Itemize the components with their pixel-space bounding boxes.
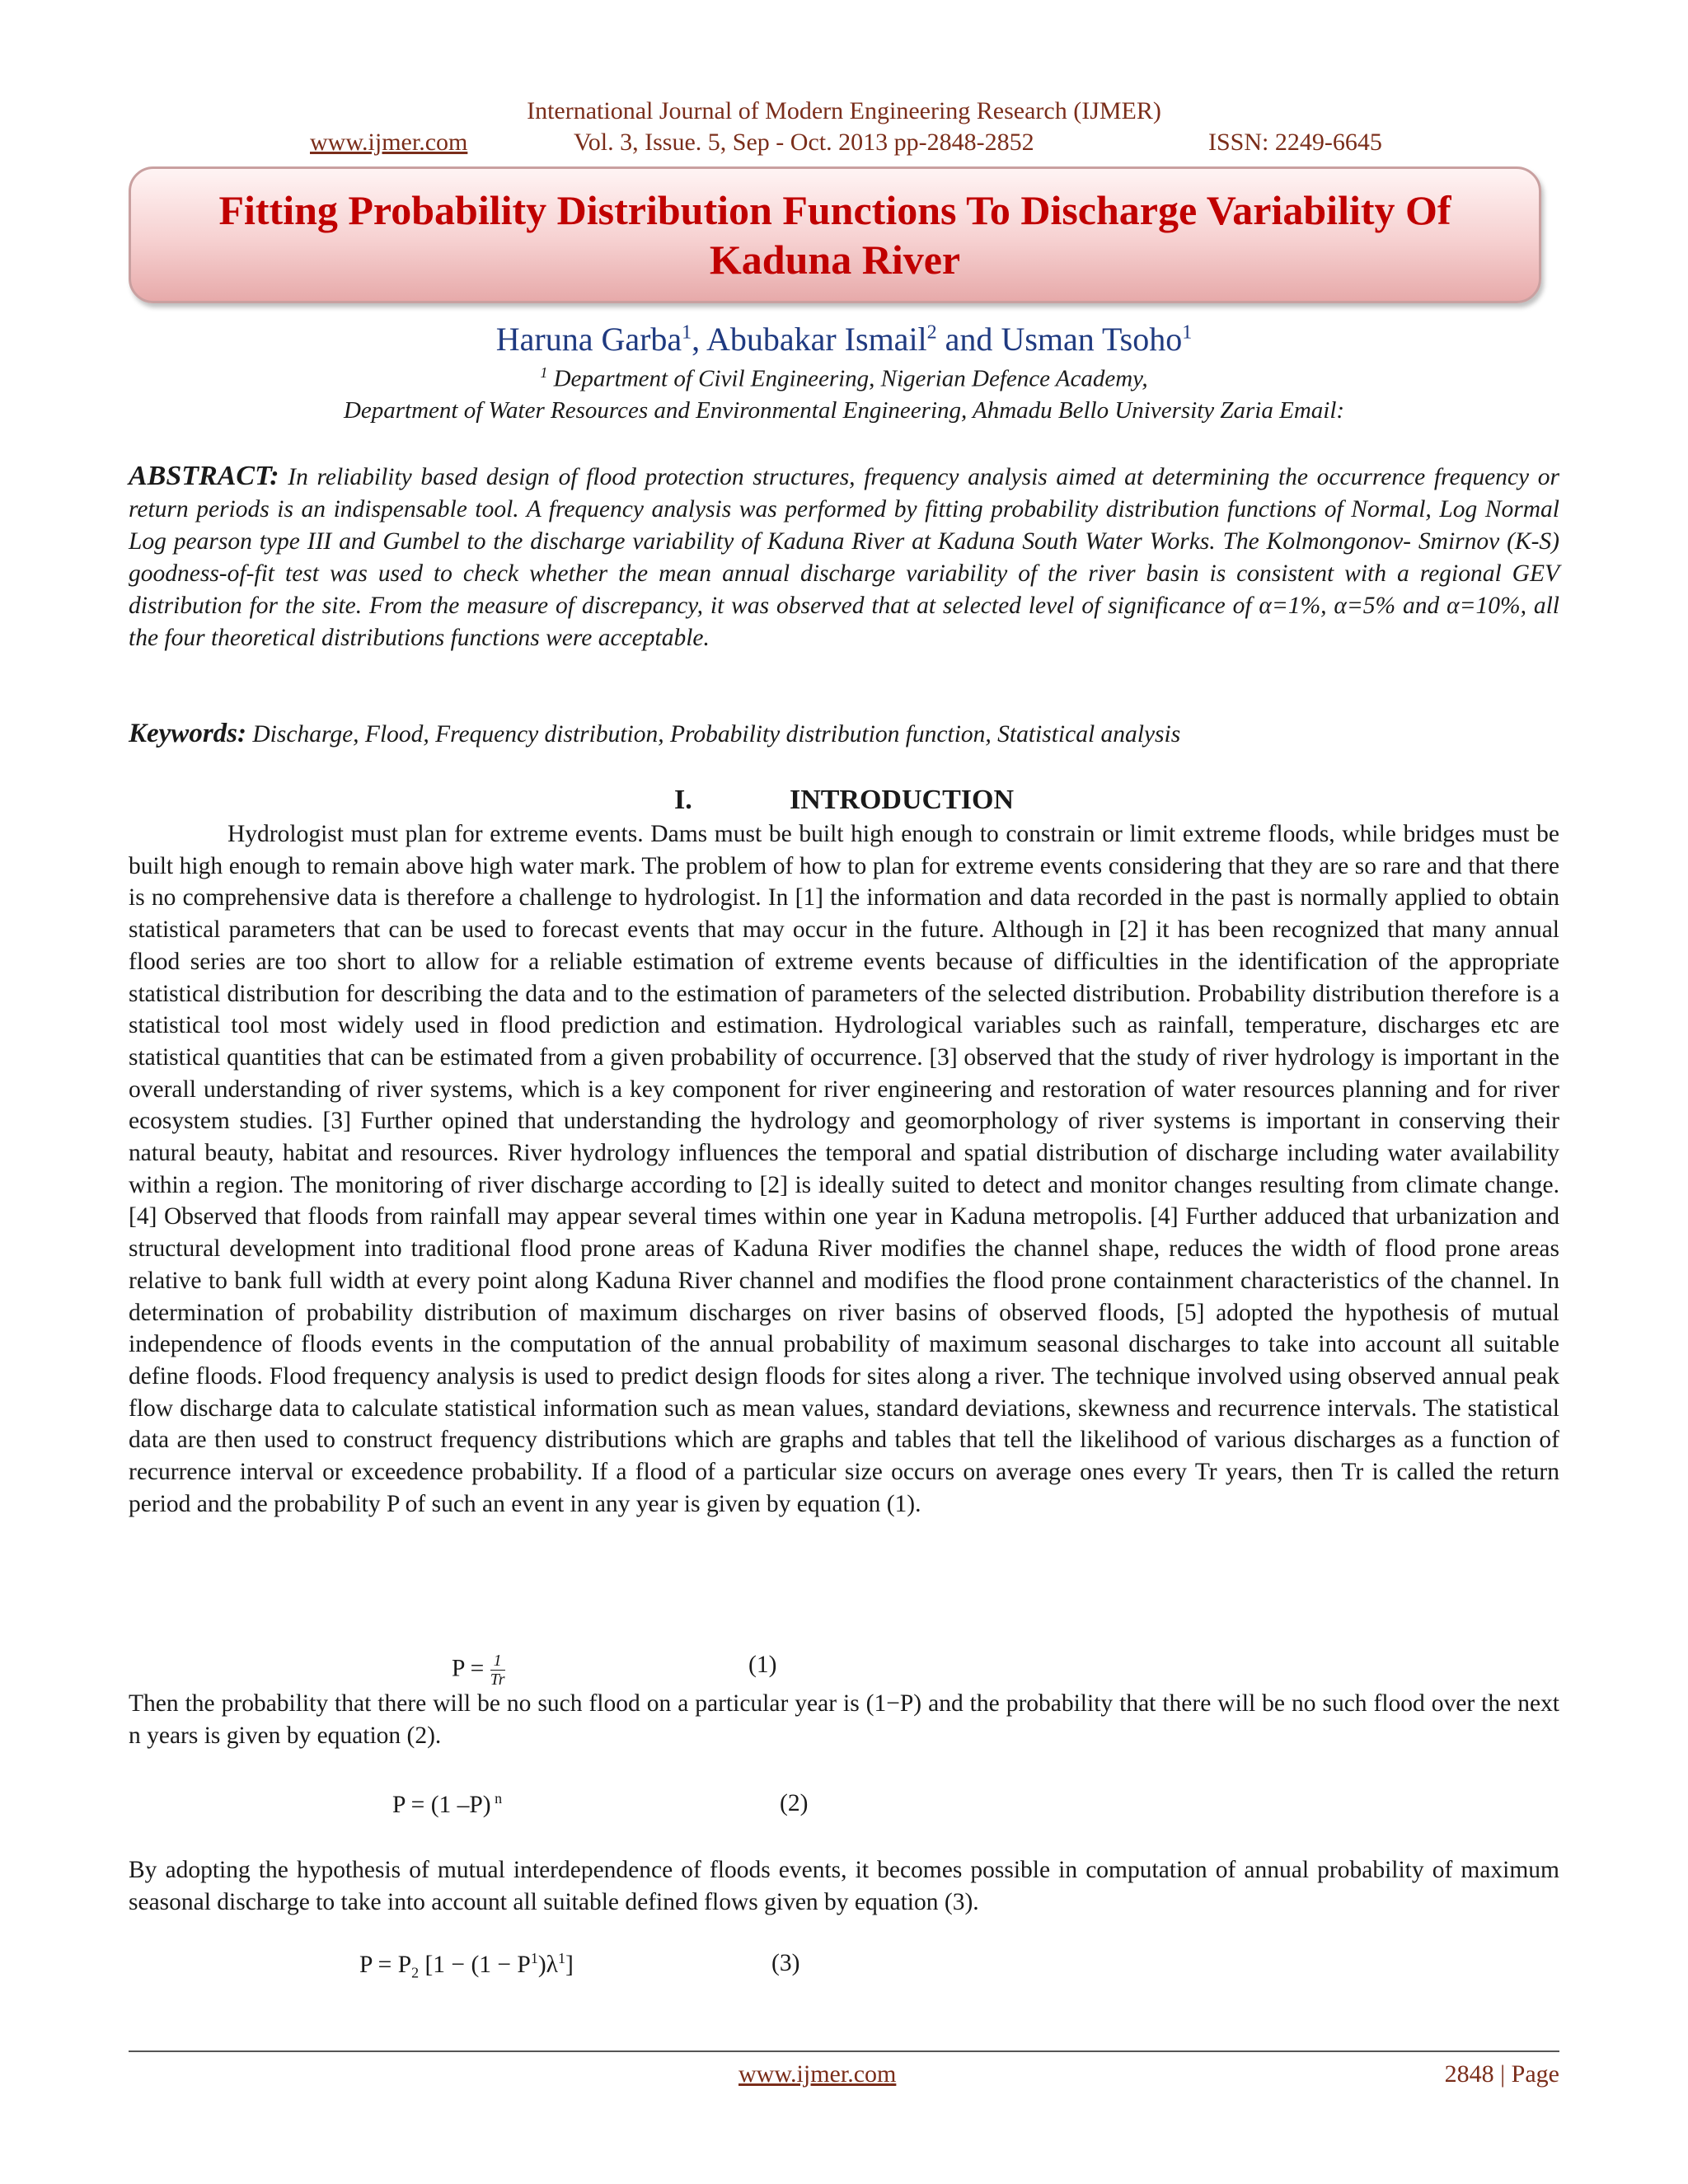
- author-name: Haruna Garba: [495, 321, 682, 358]
- author-separator: ,: [692, 321, 706, 358]
- eq3-part-a: P = P: [359, 1951, 412, 1978]
- eq3-superscript-1: 1: [530, 1950, 538, 1966]
- abstract-label: ABSTRACT:: [129, 461, 279, 491]
- keywords-label: Keywords:: [129, 719, 246, 748]
- volume-info: Vol. 3, Issue. 5, Sep - Oct. 2013 pp-2848-2852: [574, 129, 1034, 156]
- affiliation-2: Department of Water Resources and Environmental Engineering, Ahmadu Bello University Zaria Email:: [343, 397, 1345, 424]
- author-list: [129, 320, 1559, 359]
- paper-page: [129, 0, 1559, 2184]
- section-number: I.: [673, 785, 692, 815]
- eq1-fraction: [490, 1652, 505, 1689]
- author-affil-mark: 2: [926, 321, 937, 344]
- issn: ISSN: 2249-6645: [1208, 129, 1382, 156]
- equation-3: [359, 1950, 800, 1982]
- eq3-part-d: ]: [565, 1951, 574, 1978]
- keywords-text: Discharge, Flood, Frequency distribution, Probability distribution function, Statistical analysis: [252, 721, 1181, 748]
- equation-2: [392, 1790, 809, 1819]
- affil-mark: 1: [540, 364, 548, 381]
- author-affil-mark: 1: [1182, 321, 1193, 344]
- eq1-denominator: Tr: [490, 1671, 505, 1689]
- footer-divider: [129, 2050, 1559, 2052]
- eq1-number: (1): [748, 1652, 777, 1678]
- eq3-superscript-2: 1: [557, 1950, 565, 1966]
- affiliation-1: [129, 364, 1559, 393]
- eq2-number: (2): [780, 1790, 809, 1816]
- paragraph-after-eq2: By adopting the hypothesis of mutual interdependence of floods events, it becomes possible in computation of annual probability of maximum seasonal discharge to take into account all suitable defined flows given by equation (3).: [129, 1857, 1559, 1915]
- footer-url-link[interactable]: www.ijmer.com: [738, 2060, 897, 2088]
- eq2-exponent: n: [490, 1790, 503, 1807]
- eq2-body: P = (1 –P): [392, 1791, 491, 1818]
- eq3-part-b: [1 − (1 − P: [419, 1951, 531, 1978]
- eq3-subscript: 2: [411, 1964, 420, 1981]
- title-banner: [129, 166, 1541, 303]
- journal-meta: [129, 129, 1559, 162]
- author-name: Abubakar Ismail: [706, 321, 927, 358]
- section-heading: [129, 785, 1559, 816]
- author-affil-mark: 1: [682, 321, 692, 344]
- page-footer: [129, 2060, 1559, 2093]
- eq3-number: (3): [771, 1950, 800, 1976]
- abstract: [129, 460, 1559, 654]
- eq3-part-c: )λ: [537, 1951, 558, 1978]
- journal-url-link[interactable]: www.ijmer.com: [310, 129, 468, 156]
- paper-title: Fitting Probability Distribution Functions To Discharge Variability Of Kaduna River: [218, 187, 1451, 283]
- author-name: Usman Tsoho: [1001, 321, 1183, 358]
- abstract-text: In reliability based design of flood protection structures, frequency analysis aimed at determining the occurrence frequency or return periods is an indispensable tool. A frequency analysis was performed by fitting probability distribution functions of Normal, Log Normal Log pearson type III and Gumbel to the discharge variability of Kaduna River at Kaduna South Water Works. The Kolmongonov- Smirnov (K-S) goodness-of-fit test was used to check whether the mean annual discharge variability of the river basin is consistent with a regional GEV distribution for the site. From the measure of discrepancy, it was observed that at selected level of significance of α=1%, α=5% and α=10%, all the four theoretical distributions functions were acceptable.: [129, 464, 1559, 651]
- equation-1: [452, 1652, 777, 1689]
- intro-paragraph: Hydrologist must plan for extreme events. Dams must be built high enough to constrain or limit extreme floods, while bridges must be built high enough to remain above high water mark. The problem of how to plan for extreme events considering that they are so rare and that there is no comprehensive data is therefore a challenge to hydrologist. In [1] the information and data recorded in the past is normally applied to obtain statistical parameters that can be used to forecast events that may occur in the future. Although in [2] it has been recognized that many annual flood series are too short to allow for a reliable estimation of extreme events because of difficulties in the identification of the appropriate statistical distribution for describing the data and to the estimation of parameters of the selected distribution. Probability distribution therefore is a statistical tool most widely used in flood prediction and estimation. Hydrological variables such as rainfall, temperature, discharges etc are statistical quantities that can be estimated from a given probability of occurrence. [3] observed that the study of river hydrology is important in the overall understanding of river systems, which is a key component for river engineering and restoration of water resources planning and for river ecosystem studies. [3] Further opined that understanding the hydrology and geomorphology of river systems is important in conserving their natural beauty, habitat and resources. River hydrology influences the temporal and spatial distribution of discharge including water availability within a region. The monitoring of river discharge according to [2] is ideally suited to detect and monitor changes resulting from climate change. [4] Observed that floods from rainfall may appear several times within one year in Kaduna metropolis. [4] Further adduced that urbanization and structural development into traditional flood prone areas of Kaduna River modifies the channel shape, reduces the width of flood prone areas relative to bank full width at every point along Kaduna River channel and modifies the flood prone containment characteristics of the channel. In determination of probability distribution of maximum discharges on river basins of observed floods, [5] adopted the hypothesis of mutual independence of floods events in the computation of the annual probability of maximum seasonal discharges to take into account all suitable define floods. Flood frequency analysis is used to predict design floods for sites along a river. The technique involved using observed annual peak flow discharge data to calculate statistical information such as mean values, standard deviations, skewness and recurrence intervals. The statistical data are then used to construct frequency distributions which are graphs and tables that tell the likelihood of various discharges as a function of recurrence interval or exceedence probability. If a flood of a particular size occurs on average ones every Tr years, then Tr is called the return period and the probability P of such an event in any year is given by equation (1).: [129, 821, 1559, 1517]
- page-number: 2848 | Page: [1444, 2060, 1559, 2088]
- affil-text: Department of Civil Engineering, Nigerian Defence Academy,: [547, 365, 1148, 392]
- section-title: INTRODUCTION: [789, 785, 1015, 815]
- keywords: [129, 719, 1559, 749]
- eq1-lhs: P =: [452, 1655, 490, 1682]
- eq1-numerator: 1: [493, 1652, 502, 1670]
- paragraph-after-eq1: Then the probability that there will be no such flood on a particular year is (1−P) and the probability that there will be no such flood over the next n years is given by equation (2).: [129, 1690, 1559, 1749]
- author-separator: and: [936, 321, 1001, 358]
- journal-name: International Journal of Modern Engineering Research (IJMER): [527, 97, 1161, 124]
